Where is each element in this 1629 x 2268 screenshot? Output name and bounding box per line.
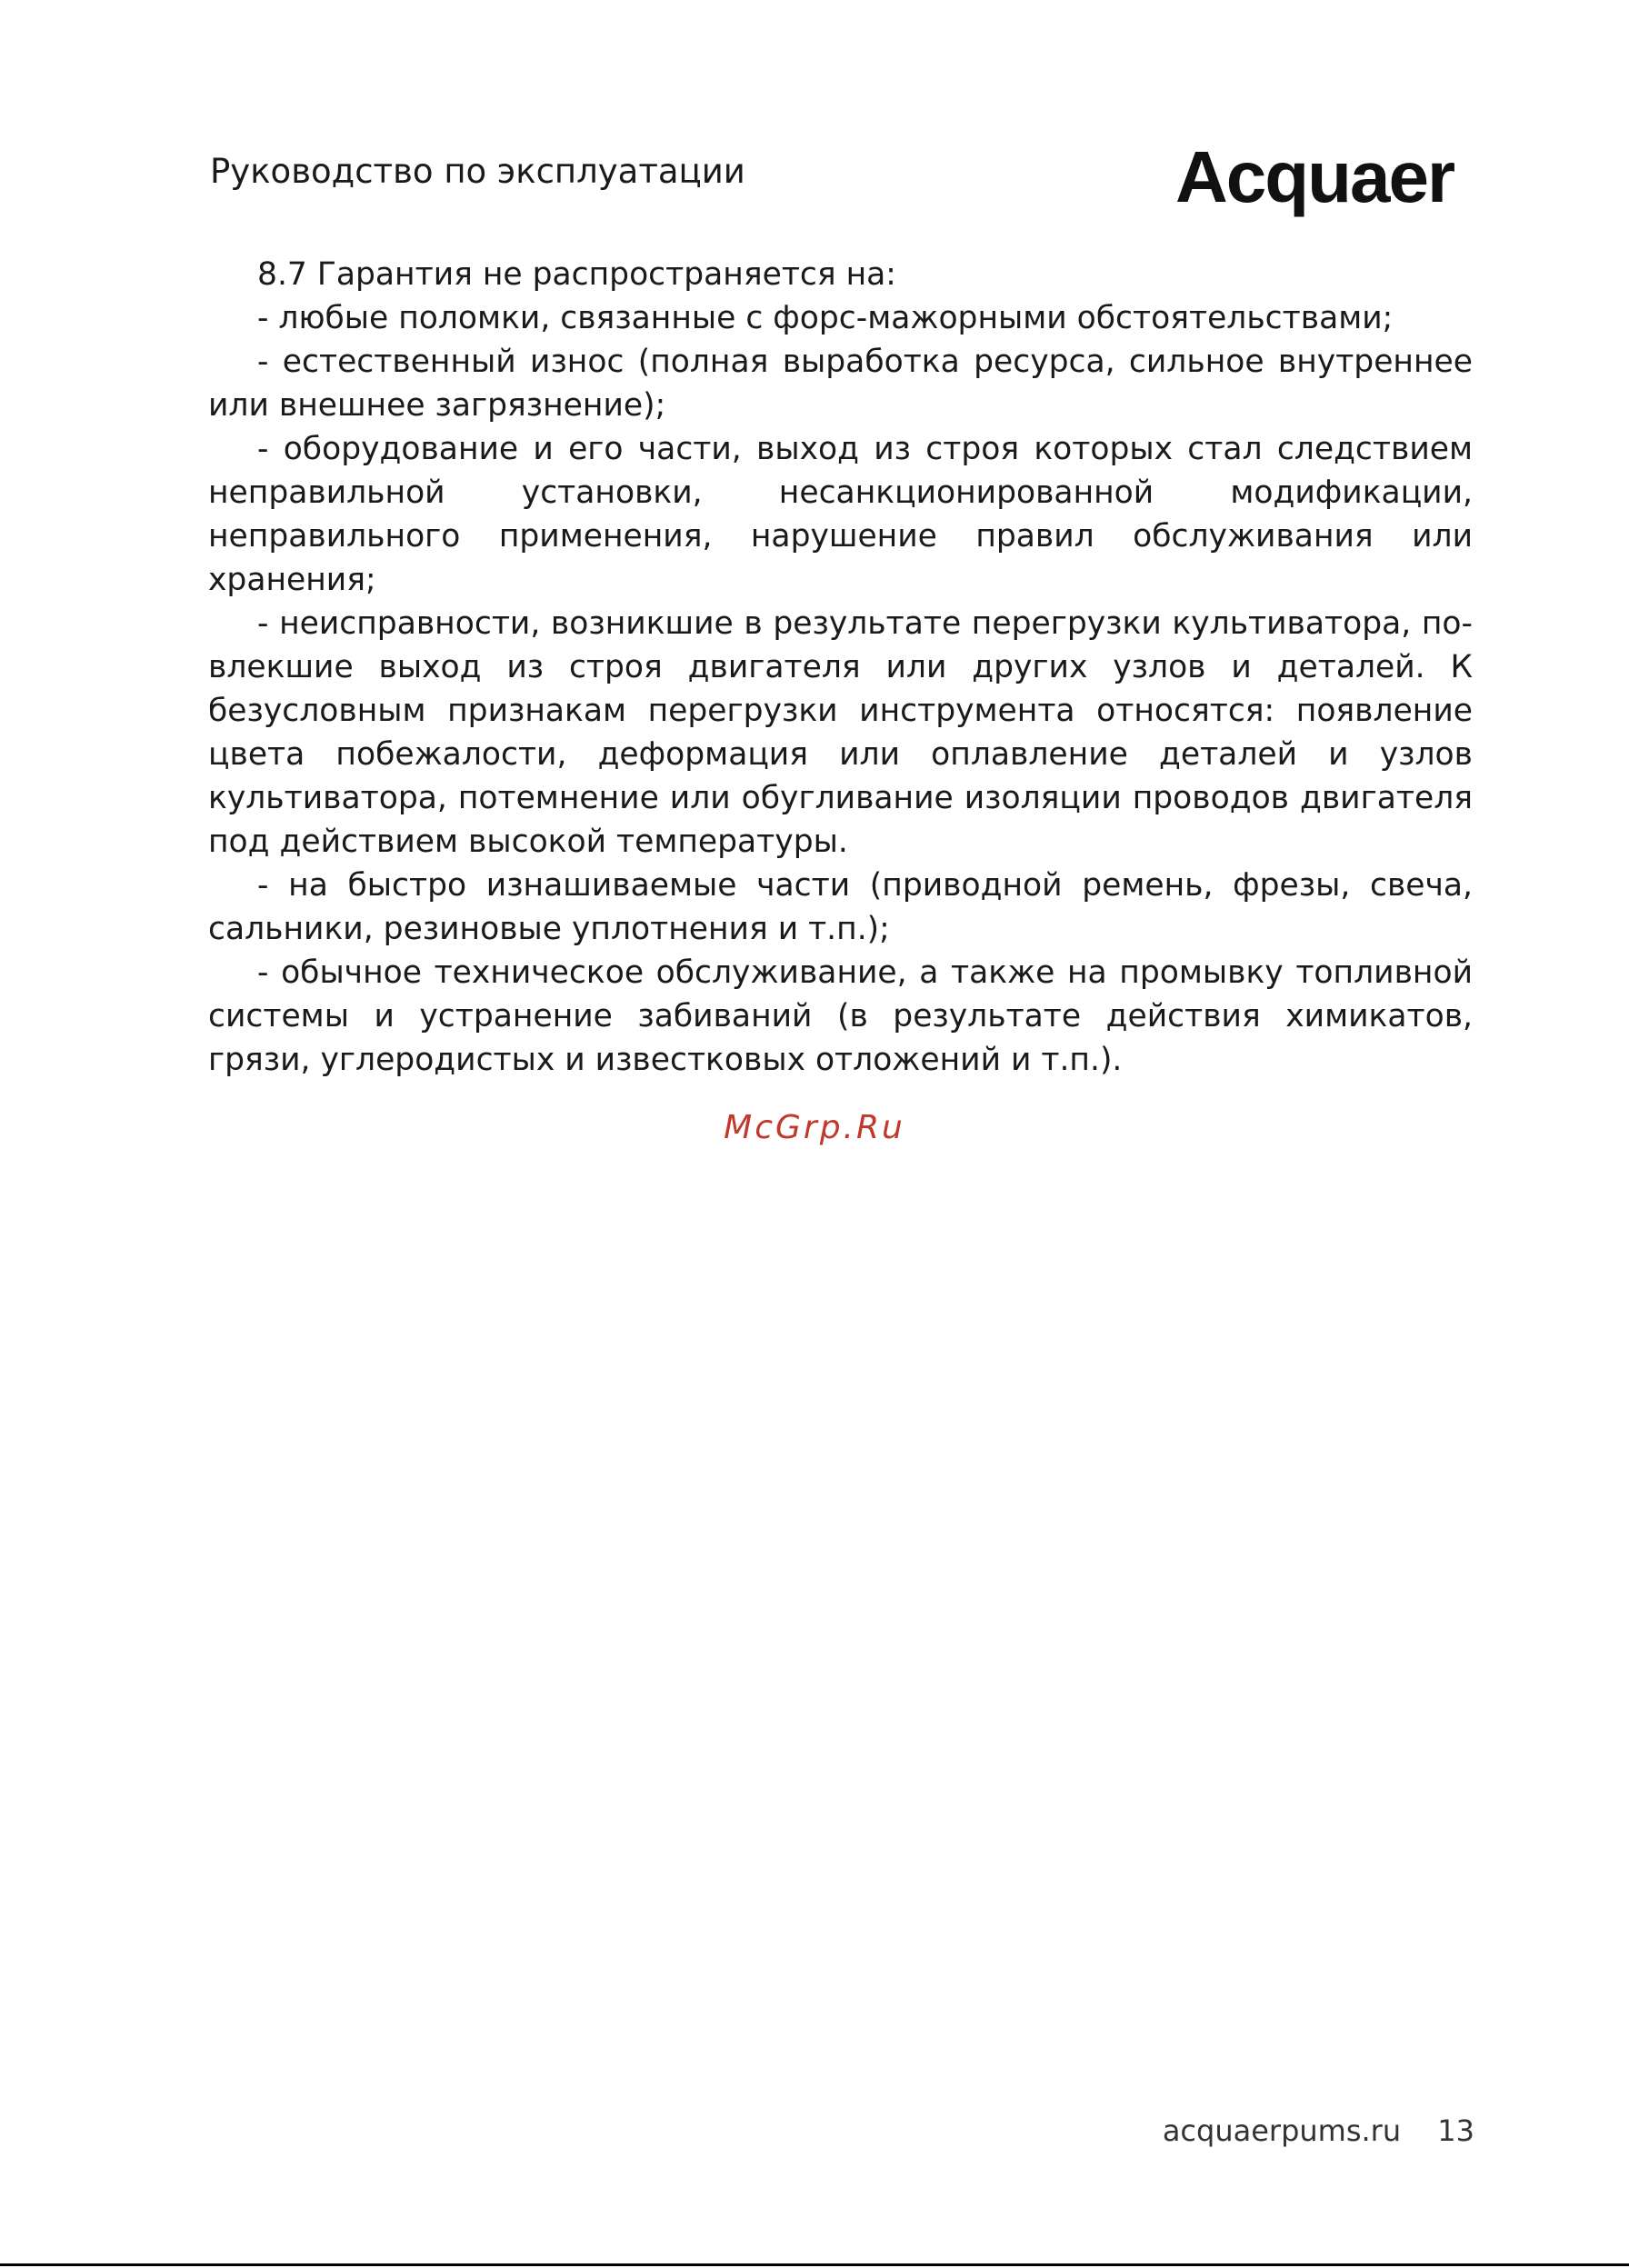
warranty-section (208, 253, 1473, 1082)
paragraph-item: - оборудование и его части, выход из строя которых стал следствием неправильной установки, несанкционированной модификации, неправильного применения, нарушение правил обслуживания или хранения; (208, 431, 1473, 598)
paragraph-heading: 8.7 Гарантия не распространяется на: (257, 256, 896, 293)
paragraph-item: - на быстро изнашиваемые части (приводной ремень, фрезы, свеча, сальники, резиновые уплотнения и т.п.); (208, 867, 1473, 947)
footer-website: acquaerpums.ru (1162, 2113, 1402, 2148)
document-header-title: Руководство по эксплуатации (210, 152, 745, 191)
paragraph-item: - естественный износ (полная выработка ресурса, сильное внутреннее или внешнее загрязнение); (208, 344, 1473, 424)
page-number: 13 (1437, 2113, 1474, 2148)
brand-logo: Acquaer (1175, 136, 1454, 217)
watermark: McGrp.Ru (724, 1109, 905, 1146)
bottom-divider (0, 2263, 1629, 2266)
paragraph-item: - неисправности, возникшие в результате перегрузки культиватора, повлекшие выход из строя двигателя или других узлов и деталей. К безусловным признакам перегрузки инструмента относятся: появление цвета побежалости, деформация или оплавление деталей и узлов культиватора, потемнение или обугливание изоляции проводов двигателя под действием высокой температуры. (208, 605, 1473, 860)
paragraph-item: - обычное техническое обслуживание, а также на промывку топливной системы и устранение забиваний (в результате действия химикатов, грязи, углеродистых и известковых отложений и т.п.). (208, 954, 1473, 1078)
page-footer (1163, 2111, 1474, 2151)
paragraph-item: - любые поломки, связанные с форс-мажорными обстоятельствами; (257, 300, 1394, 336)
